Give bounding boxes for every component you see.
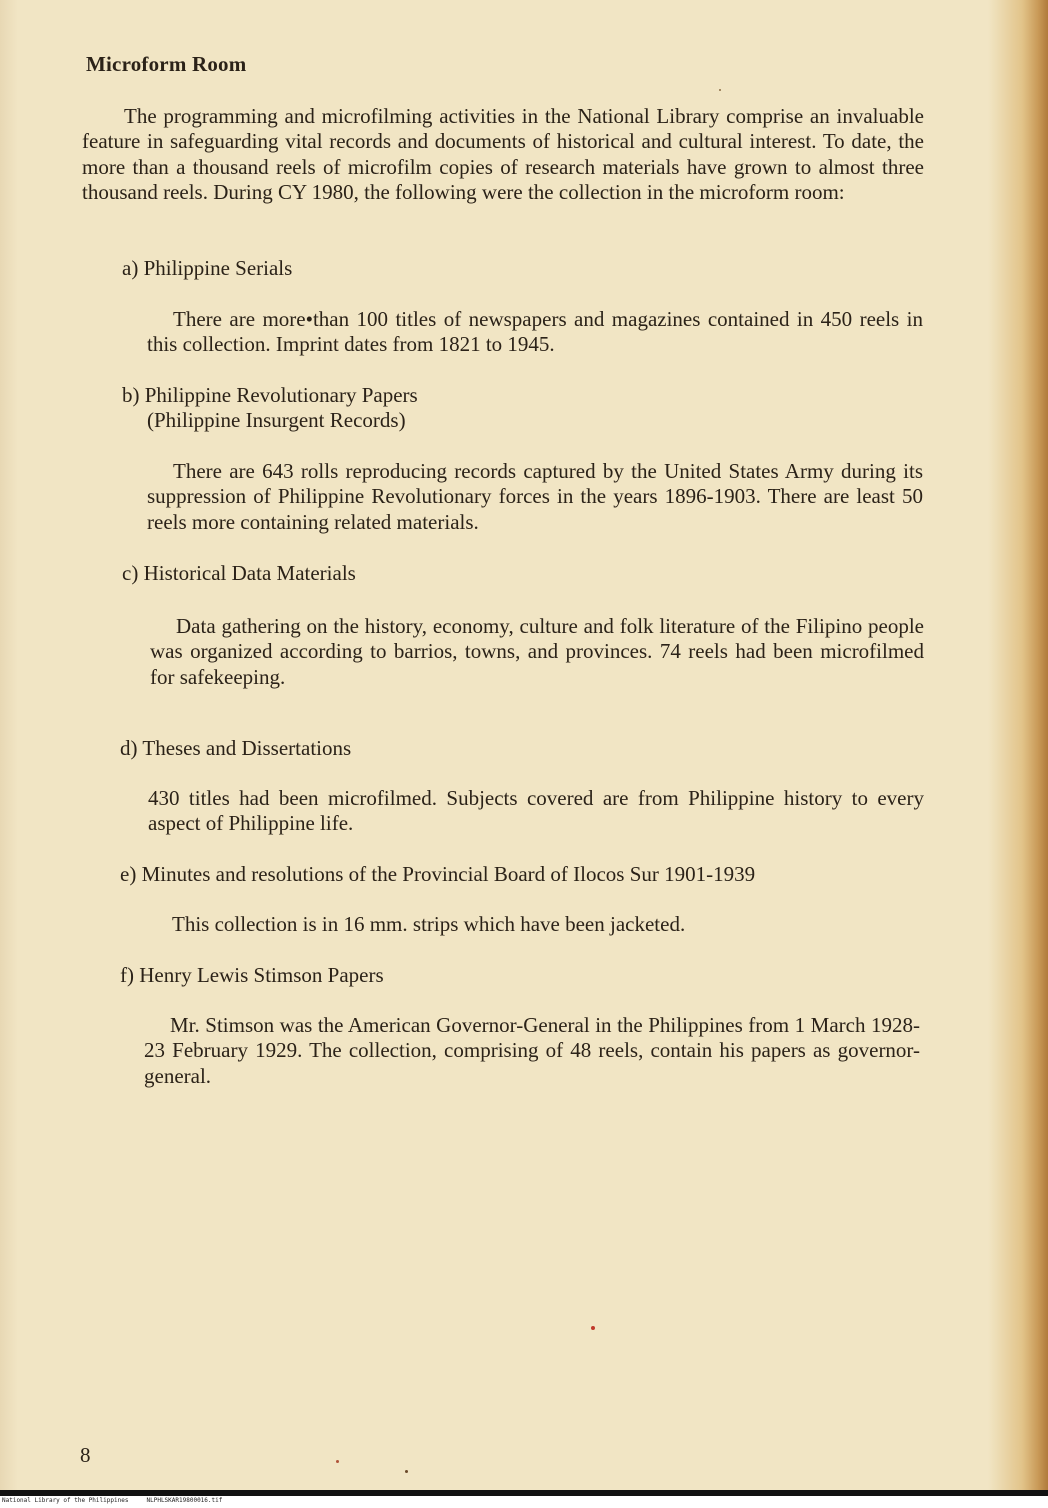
scan-speck <box>336 1460 339 1463</box>
item-d-title: d) Theses and Dissertations <box>120 736 352 760</box>
scan-speck <box>591 1326 595 1330</box>
item-c-text: Data gathering on the history, economy, culture and folk literature of the Filipino people was organized according to barrios, towns, and provinces. 74 reels had been microfilmed for safekeeping. <box>150 614 924 689</box>
item-b-title: b) Philippine Revolutionary Papers <box>122 383 418 407</box>
item-f-text: Mr. Stimson was the American Governor-General in the Philippines from 1 March 1928-23 February 1929. The collection, comprising of 48 reels, contain his papers as governor-general. <box>144 1013 920 1088</box>
item-d-text: 430 titles had been microfilmed. Subjects covered are from Philippine history to every aspect of Philippine life. <box>148 786 924 836</box>
item-f-title: f) Henry Lewis Stimson Papers <box>120 963 384 987</box>
item-e-text: This collection is in 16 mm. strips which have been jacketed. <box>172 912 686 936</box>
item-a-title: a) Philippine Serials <box>122 256 293 280</box>
scan-speck <box>719 89 721 91</box>
intro-paragraph: The programming and microfilming activities in the National Library comprise an invaluable feature in safeguarding vital records and documents of historical and cultural interest. To date, the more than a thousand reels of microfilm copies of research materials have grown to almost three thousand reels. During CY 1980, the following were the collection in the microform room: <box>82 104 924 204</box>
scan-speck <box>405 1470 408 1473</box>
item-b-text: There are 643 rolls reproducing records captured by the United States Army during its suppression of Philippine Revolutionary forces in the years 1896-1903. There are least 50 reels more containing related materials. <box>147 459 923 534</box>
scan-footer-caption: National Library of the Philippines NLPHLSKAR19800016.tif <box>2 1497 223 1504</box>
item-b-subtitle: (Philippine Insurgent Records) <box>147 408 406 432</box>
section-heading: Microform Room <box>86 52 247 76</box>
item-e-title: e) Minutes and resolutions of the Provincial Board of Ilocos Sur 1901-1939 <box>120 862 756 886</box>
item-c-title: c) Historical Data Materials <box>122 561 356 585</box>
page-number: 8 <box>80 1443 91 1467</box>
item-a-text: There are more•than 100 titles of newspapers and magazines contained in 450 reels in this collection. Imprint dates from 1821 to 1945. <box>147 307 923 357</box>
scan-footer-bar <box>0 1490 1048 1496</box>
